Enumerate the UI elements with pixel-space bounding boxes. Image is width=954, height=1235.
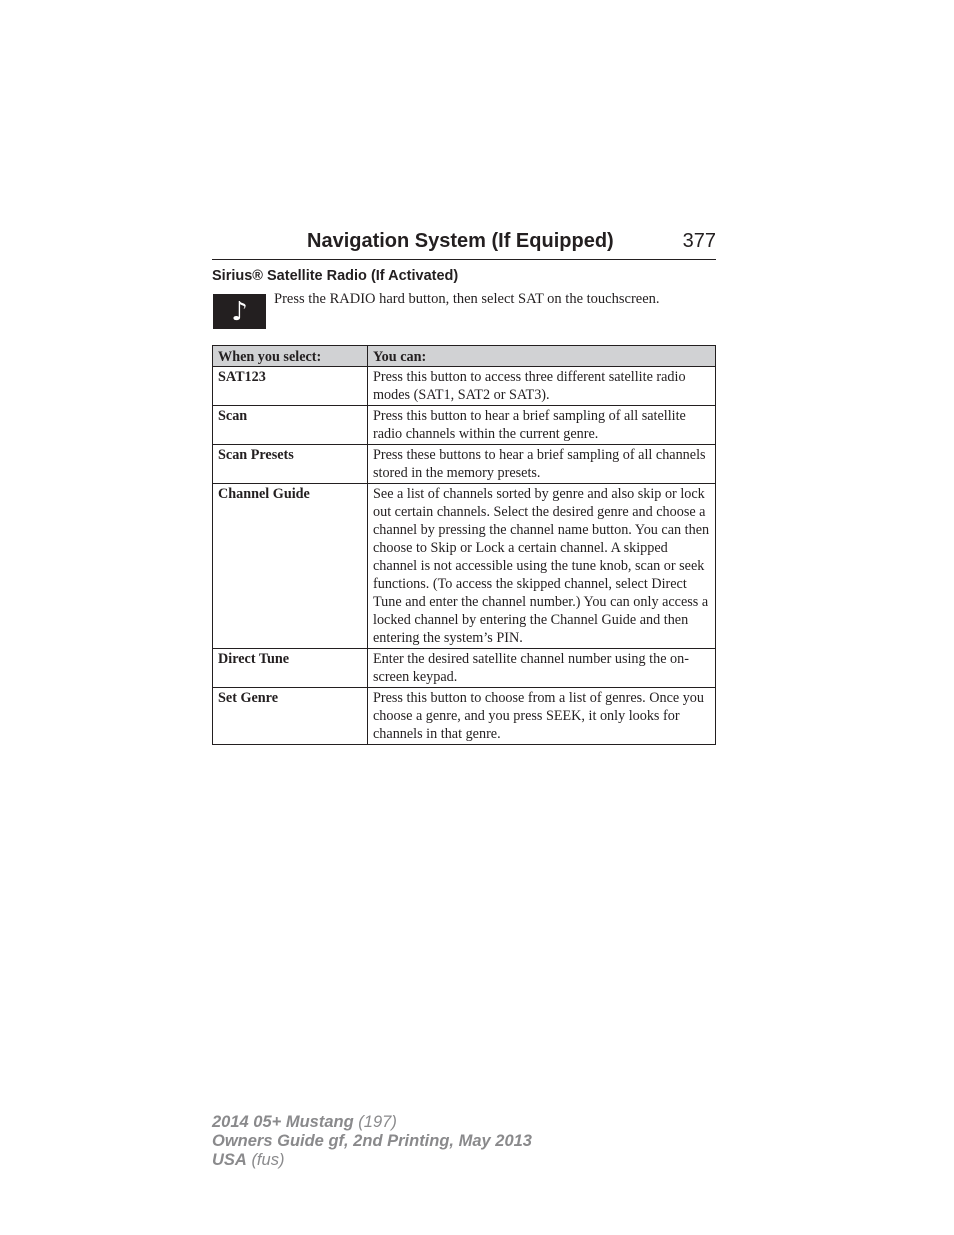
table-row	[213, 484, 716, 649]
footer-model-code: (197)	[358, 1113, 397, 1131]
row-key: Direct Tune	[213, 649, 368, 688]
footer-line-market	[212, 1151, 532, 1170]
intro-text: Press the RADIO hard button, then select SAT on the touchscreen.	[274, 291, 660, 307]
satellite-radio-table	[212, 345, 716, 745]
footer-market: USA	[212, 1151, 247, 1169]
row-description: Press these buttons to hear a brief sampling of all channels stored in the memory presets.	[368, 445, 716, 484]
page-header	[212, 228, 716, 260]
table-row	[213, 688, 716, 745]
music-note-icon	[213, 294, 266, 329]
table-row	[213, 406, 716, 445]
footer-model: 2014 05+ Mustang	[212, 1113, 354, 1131]
row-description: Press this button to hear a brief sampling of all satellite radio channels within the current genre.	[368, 406, 716, 445]
column-header-select: When you select:	[213, 346, 368, 367]
row-key: Set Genre	[213, 688, 368, 745]
footer-printing: Owners Guide gf, 2nd Printing, May 2013	[212, 1132, 532, 1150]
column-header-action: You can:	[368, 346, 716, 367]
row-key: Scan Presets	[213, 445, 368, 484]
row-description: Press this button to access three different satellite radio modes (SAT1, SAT2 or SAT3).	[368, 367, 716, 406]
footer-market-code: (fus)	[251, 1151, 285, 1169]
table-row	[213, 367, 716, 406]
page-title: Navigation System (If Equipped)	[307, 230, 614, 252]
table-header-row	[213, 346, 716, 367]
music-note-glyph: ♪	[231, 296, 248, 327]
footer-line-printing	[212, 1132, 532, 1151]
row-description: Enter the desired satellite channel number using the on-screen keypad.	[368, 649, 716, 688]
section-title: Sirius® Satellite Radio (If Activated)	[212, 268, 459, 284]
table-row	[213, 649, 716, 688]
row-description: See a list of channels sorted by genre and also skip or lock out certain channels. Select the desired genre and choose a channel by pressing the channel name button. You can then choose to Skip or Lock a certain channel. A skipped channel is not accessible using the tune knob, scan or seek functions. (To access the skipped channel, select Direct Tune and enter the channel number.) You can only access a locked channel by entering the Channel Guide and then entering the system’s PIN.	[368, 484, 716, 649]
table-row	[213, 445, 716, 484]
page-footer	[212, 1113, 532, 1170]
row-key: Channel Guide	[213, 484, 368, 649]
row-key: SAT123	[213, 367, 368, 406]
row-description: Press this button to choose from a list of genres. Once you choose a genre, and you press SEEK, it only looks for channels in that genre.	[368, 688, 716, 745]
footer-line-model	[212, 1113, 532, 1132]
row-key: Scan	[213, 406, 368, 445]
page-number: 377	[682, 230, 716, 252]
